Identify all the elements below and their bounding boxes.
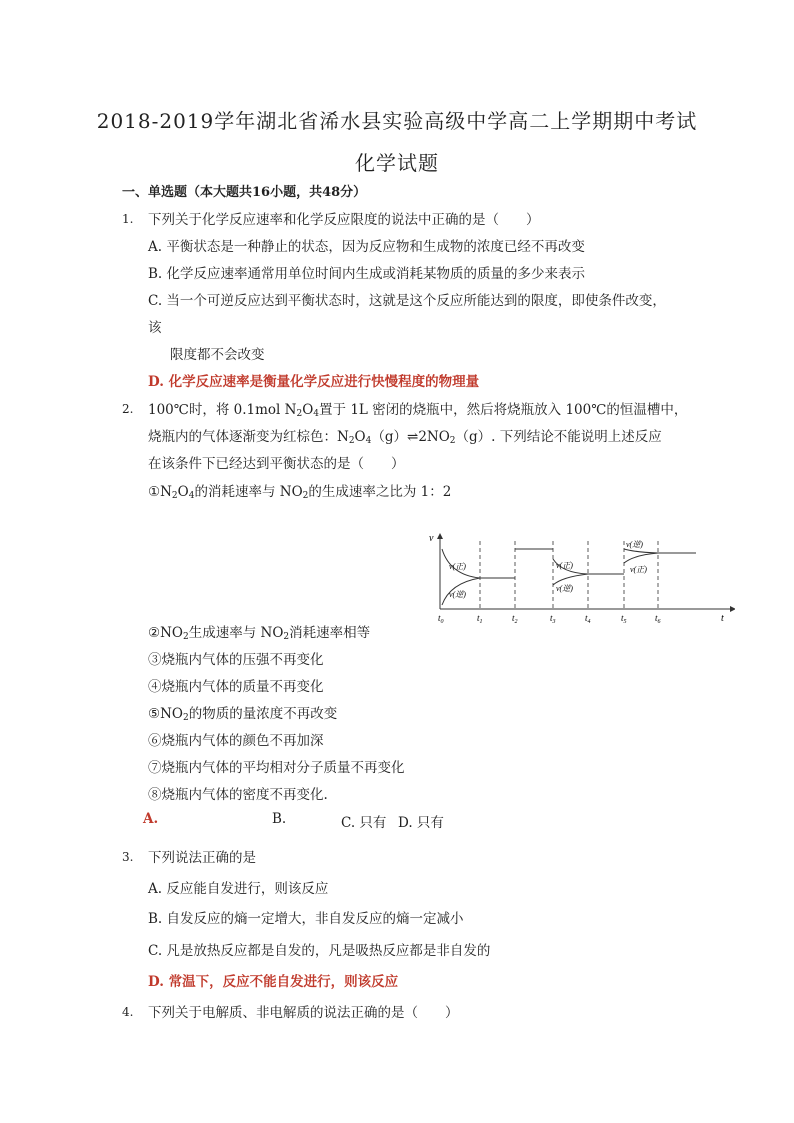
q2-line2: 烧瓶内的气体逐渐变为红棕色：$N_2O_4(g)\rightleftharpoons 2NO_2(g)$. 下列结论不能说明上述反应 [148,429,662,446]
q2-condition-8: ⑧烧瓶内气体的密度不再变化. [148,787,328,803]
q3-option-b: B. 自发反应的熵一定增大，非自发反应的熵一定减小 [148,911,464,927]
q4-stem: 下列关于电解质、非电解质的说法正确的是（ ） [148,1005,459,1021]
q1-number: 1. [122,212,134,226]
rate-time-graph [420,527,735,627]
tick-t3: $t_3$ [550,613,556,625]
label-v-forward-2: v(正) [556,561,573,570]
q3-option-c: C. 凡是放热反应都是自发的，凡是吸热反应都是非自发的 [148,943,491,959]
q2-number: 2. [122,402,134,416]
q3-option-a: A. 反应能自发进行，则该反应 [148,881,329,897]
label-v-reverse-2: v(逆) [556,584,573,593]
q2-condition-4: ④烧瓶内气体的质量不再变化 [148,679,324,695]
label-v-reverse-1: v(逆) [449,590,466,599]
exam-title: 2018-2019学年湖北省浠水县实验高级中学高二上学期期中考试 [96,109,698,133]
q2-line1: 100℃时，将 0.1mol $N_2O_4$置于 1L 密闭的烧瓶中，然后将烧瓶放入 100℃的恒温槽中， [148,402,688,419]
label-v-forward-1: v(正) [449,562,466,571]
t-axis-arrow-icon [730,606,735,612]
q2-option-c: C. 只有 [341,815,387,831]
label-v-forward-3: v(正) [630,565,647,574]
exam-subtitle: 化学试题 [355,151,439,175]
t-axis-label: t [721,613,724,624]
q1-option-a: A. 平衡状态是一种静止的状态，因为反应物和生成物的浓度已经不再改变 [148,239,585,255]
tick-t1: $t_1$ [477,613,483,625]
q1-option-c-cont2: 限度都不会改变 [170,347,265,363]
tick-t2: $t_2$ [512,613,518,625]
q3-number: 3. [122,850,134,864]
q4-number: 4. [122,1005,134,1019]
q2-condition-1: $①N_2O_4$的消耗速率与 $NO_2$的生成速率之比为 1：2 [148,484,452,501]
tick-t0: $t_0$ [438,613,444,625]
v-axis-label: v [429,533,434,544]
q2-condition-2: $②NO_2$生成速率与 $NO_2$消耗速率相等 [148,625,371,642]
tick-t5: $t_5$ [621,613,627,625]
q1-stem: 下列关于化学反应速率和化学反应限度的说法中正确的是（ ） [148,212,540,228]
tick-t6: $t_6$ [655,613,661,625]
time-markers [480,541,658,609]
q1-option-c: C. 当一个可逆反应达到平衡状态时，这就是这个反应所能达到的限度，即使条件改变， [148,293,666,309]
q2-option-b: B. [272,811,287,827]
q2-condition-3: ③烧瓶内气体的压强不再变化 [148,652,324,668]
q1-option-d-answer: D. 化学反应速率是衡量化学反应进行快慢程度的物理量 [148,374,480,390]
q2-condition-7: ⑦烧瓶内气体的平均相对分子质量不再变化 [148,760,405,776]
v-axis-arrow-icon [437,533,443,539]
q1-option-b: B. 化学反应速率通常用单位时间内生成或消耗某物质的质量的多少来表示 [148,266,586,282]
q2-condition-6: ⑥烧瓶内气体的颜色不再加深 [148,733,324,749]
label-v-reverse-3: v(逆) [626,540,643,549]
q3-stem: 下列说法正确的是 [148,850,256,866]
q1-option-c-cont: 该 [148,320,162,336]
q2-condition-5: $⑤NO_2$的物质的量浓度不再改变 [148,706,338,723]
q2-line3: 在该条件下已经达到平衡状态的是（ ） [148,456,405,472]
q2-option-d: D. 只有 [398,815,444,831]
tick-t4: $t_4$ [585,613,591,625]
q3-option-d-answer: D. 常温下，反应不能自发进行，则该反应 [148,974,399,990]
q2-option-a-answer: A. [143,811,159,827]
section-heading: 一、单选题（本大题共16小题，共48分） [122,185,367,200]
